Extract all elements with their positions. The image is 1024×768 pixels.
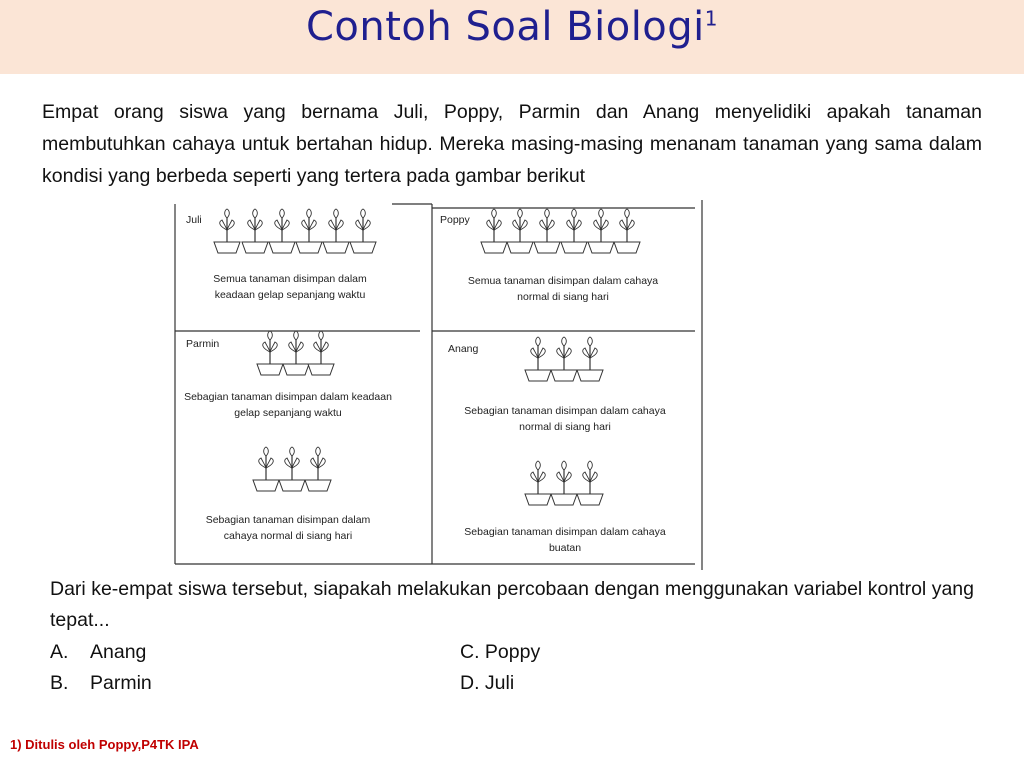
title-superscript: 1 — [704, 6, 719, 31]
title-text: Contoh Soal Biologi — [305, 4, 705, 50]
question-text: Dari ke-empat siswa tersebut, siapakah melakukan percobaan dengan menggunakan variabel kontrol yang tepat... — [50, 578, 974, 631]
poppy-label: Poppy — [440, 214, 470, 226]
option-b-text: Parmin — [90, 672, 152, 694]
parmin-caption-2b: cahaya normal di siang hari — [223, 530, 353, 542]
parmin-plants-light — [253, 447, 331, 491]
option-c: C. Poppy — [460, 641, 541, 663]
poppy-caption-2: normal di siang hari — [517, 291, 609, 303]
anang-plants-normal — [525, 337, 603, 381]
juli-plants — [214, 209, 376, 253]
intro-paragraph: Empat orang siswa yang bernama Juli, Poppy, Parmin dan Anang menyelidiki apakah tanaman membutuhkan cahaya untuk bertahan hidup. Mereka masing-masing menanam tanaman yang sama dalam kondisi yang berbeda seperti yang tertera pada gambar berikut — [42, 101, 982, 187]
anang-plants-artificial — [525, 461, 603, 505]
poppy-caption-1: Semua tanaman disimpan dalam cahaya — [467, 275, 659, 287]
option-a-letter: A. — [50, 641, 69, 663]
option-b — [50, 668, 152, 699]
footnote: 1) Ditulis oleh Poppy,P4TK IPA — [10, 737, 199, 752]
anang-caption-2a: Sebagian tanaman disimpan dalam cahaya — [464, 526, 666, 538]
juli-label: Juli — [186, 214, 202, 226]
parmin-caption-1b: gelap sepanjang waktu — [234, 407, 342, 419]
page-title — [0, 4, 1024, 50]
option-a-text: Anang — [90, 641, 147, 663]
option-d: D. Juli — [460, 672, 515, 694]
option-b-letter: B. — [50, 672, 69, 694]
anang-caption-2b: buatan — [548, 542, 582, 554]
poppy-plants — [481, 209, 640, 253]
anang-label: Anang — [448, 343, 479, 355]
anang-caption-1b: normal di siang hari — [519, 421, 611, 433]
juli-caption-1: Semua tanaman disimpan dalam — [213, 273, 367, 285]
juli-caption-2: keadaan gelap sepanjang waktu — [214, 289, 366, 301]
option-a — [50, 637, 146, 668]
parmin-caption-2a: Sebagian tanaman disimpan dalam — [205, 514, 371, 526]
parmin-plants-dark — [257, 331, 334, 375]
experiment-figure — [160, 196, 720, 574]
anang-caption-1a: Sebagian tanaman disimpan dalam cahaya — [464, 405, 666, 417]
parmin-caption-1a: Sebagian tanaman disimpan dalam keadaan — [184, 391, 392, 403]
parmin-label: Parmin — [186, 338, 220, 350]
